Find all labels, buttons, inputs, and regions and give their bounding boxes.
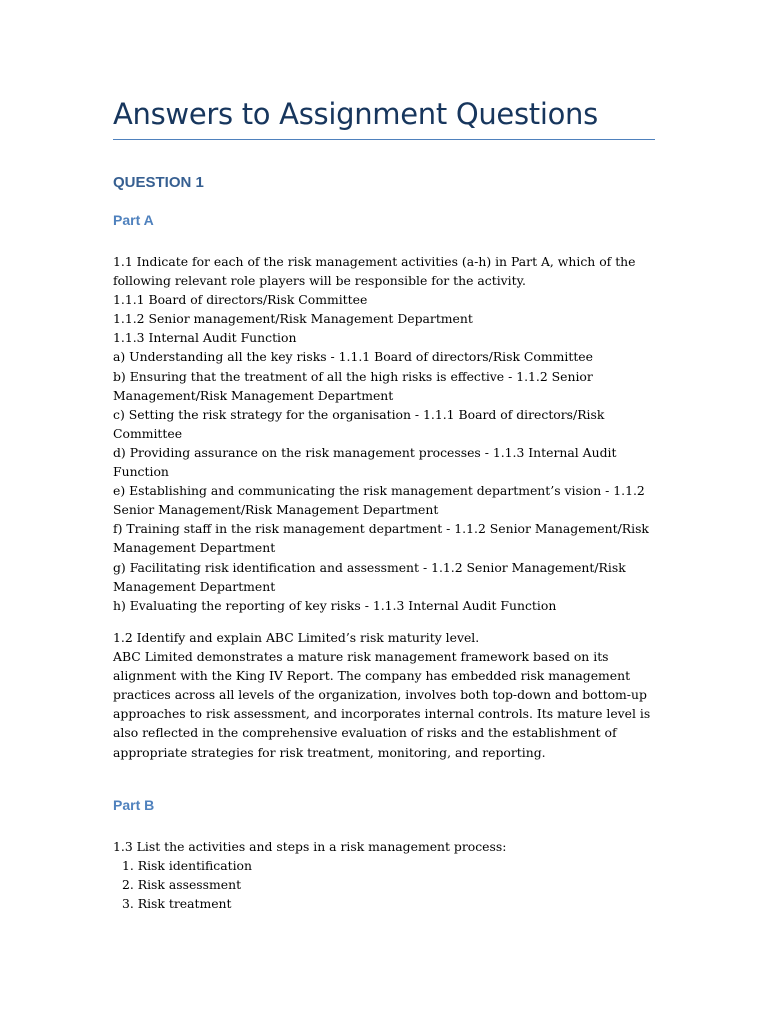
- question-1-1-text: 1.1 Indicate for each of the risk management activities (a-h) in Part A, which of the following relevant role players will be responsible for the activity.: [113, 254, 636, 289]
- role-player-1-1-2: 1.1.2 Senior management/Risk Management Department: [113, 311, 473, 327]
- answer-a: a) Understanding all the key risks - 1.1.1 Board of directors/Risk Committee: [113, 349, 593, 365]
- answer-f: f) Training staff in the risk management department - 1.1.2 Senior Management/Risk Management Department: [113, 521, 649, 556]
- document-title: Answers to Assignment Questions: [113, 97, 598, 131]
- question-1-3-block: [113, 837, 658, 913]
- title-underline: [113, 139, 655, 140]
- part-a-heading: Part A: [113, 212, 154, 228]
- part-b-heading: Part B: [113, 797, 155, 813]
- role-player-1-1-1: 1.1.1 Board of directors/Risk Committee: [113, 292, 368, 308]
- question-1-2-answer: ABC Limited demonstrates a mature risk management framework based on its alignment with the King IV Report. The company has embedded risk management practices across all levels of the organization, involves both top-down and bottom-up approaches to risk assessment, and incorporates internal controls. Its mature level is also reflected in the comprehensive evaluation of risks and the establishment of appropriate strategies for risk treatment, monitoring, and reporting.: [113, 649, 651, 760]
- answer-d: d) Providing assurance on the risk management processes - 1.1.3 Internal Audit Function: [113, 444, 617, 480]
- list-item: 1. Risk identification: [122, 858, 252, 874]
- part-a-answers: [113, 252, 658, 615]
- answer-g: g) Facilitating risk identification and assessment - 1.1.2 Senior Management/Risk Management Department: [113, 559, 626, 594]
- question-1-heading: QUESTION 1: [113, 174, 204, 191]
- question-1-2-block: [113, 628, 658, 762]
- role-player-1-1-3: 1.1.3 Internal Audit Function: [113, 330, 297, 346]
- answer-e: e) Establishing and communicating the risk management department’s vision - 1.1.2 Senior Management/Risk Management Department: [113, 483, 645, 518]
- list-item: 3. Risk treatment: [122, 896, 232, 912]
- answer-c: c) Setting the risk strategy for the organisation - 1.1.1 Board of directors/Risk Committee: [113, 406, 605, 441]
- answer-b: b) Ensuring that the treatment of all the high risks is effective - 1.1.2 Senior Management/Risk Management Department: [113, 368, 593, 403]
- list-item: 2. Risk assessment: [122, 877, 242, 893]
- risk-process-steps-list: [113, 856, 658, 913]
- question-1-2-text: 1.2 Identify and explain ABC Limited’s risk maturity level.: [113, 630, 480, 645]
- answer-h: h) Evaluating the reporting of key risks - 1.1.3 Internal Audit Function: [113, 597, 557, 613]
- question-1-3-text: 1.3 List the activities and steps in a risk management process:: [113, 839, 507, 854]
